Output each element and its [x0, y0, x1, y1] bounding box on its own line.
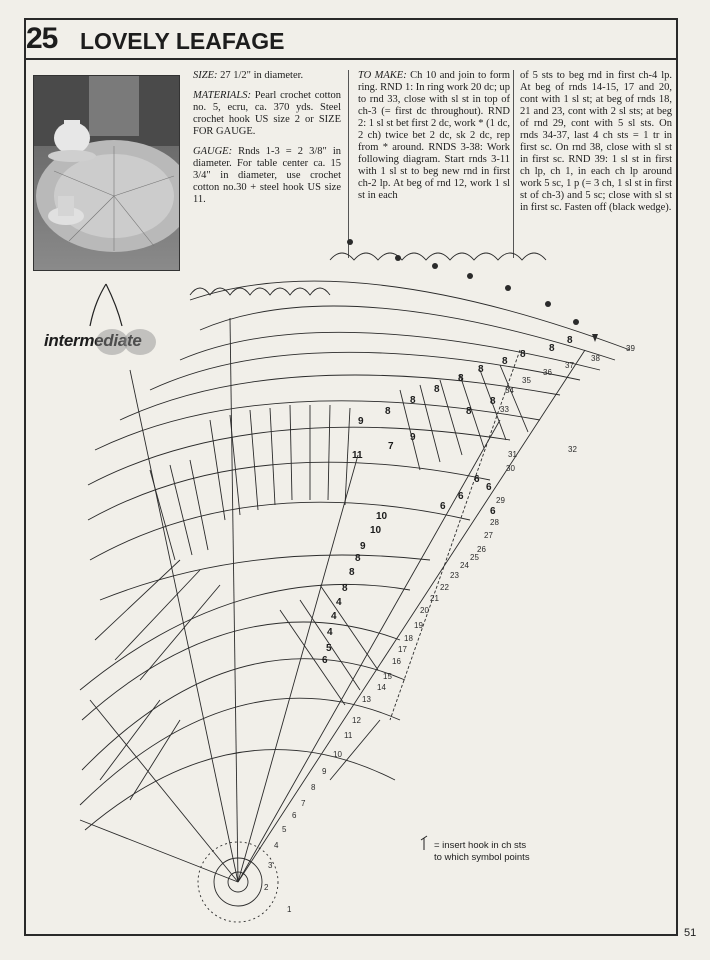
round-number: 26 [477, 545, 486, 554]
round-label: 8 [410, 395, 416, 406]
round-label: 8 [458, 373, 464, 384]
instructions-part2: of 5 sts to beg rnd in first ch-4 lp. At beg of rnds 14-15, 17 and 20, cont with 1 sl st; at beg of rnds 18, 21 and 23, cont with 2 sl sts; at beg of rnd 29, cont with 5 sl sts. On rnds 34-37, last 4 ch sts = 1 tr in first sc. On rnd 38, close with sl st in first sc. RND 39: 1 sl st in first ch lp, ch 1, in each ch lp around work 5 sc, 1 p (= 3 ch, 1 sl st in first st of ch-3) and 5 sc; close with sl st in first sc. Fasten off (black wedge). [520, 70, 672, 213]
round-label: 9 [410, 432, 416, 443]
round-label: 8 [520, 349, 526, 360]
round-label: 9 [360, 541, 366, 552]
round-number: 31 [508, 450, 517, 459]
round-number: 17 [398, 645, 407, 654]
round-label: 9 [358, 416, 364, 427]
instructions-part1: Ch 10 and join to form ring. RND 1: In ring work 20 dc; up to rnd 33, close with sl st in top of ch-3 (= first dc throughout). RND 2: 1 sl st bet first 2 dc, work * (1 dc, 2 ch) twice bet 2 dc, sk 2 dc, rep from * around. RNDS 3-38: Work following diagram. Start rnds 3-11 with 1 sl st to beg new rnd in first ch-2 lp. At beg of rnd 12, work 1 sl st in each [358, 70, 511, 201]
round-number: 19 [414, 621, 423, 630]
round-label: 6 [486, 482, 492, 493]
round-label: 10 [376, 511, 388, 522]
round-number: 2 [264, 883, 269, 892]
round-number: 35 [522, 376, 531, 385]
round-number: 22 [440, 583, 449, 592]
round-number: 11 [344, 731, 353, 740]
pattern-number: 25 [26, 22, 58, 55]
round-number: 24 [460, 561, 469, 570]
round-label: 8 [549, 343, 555, 354]
round-label: 10 [370, 525, 382, 536]
round-number: 15 [383, 672, 392, 681]
round-label: 8 [385, 406, 391, 417]
round-label: 8 [466, 406, 472, 417]
round-label: 6 [474, 474, 480, 485]
round-number: 20 [420, 606, 429, 615]
round-label: 4 [331, 611, 337, 622]
round-number: 1 [287, 905, 292, 914]
round-number: 34 [505, 386, 514, 395]
round-label: 8 [478, 364, 484, 375]
materials-text: Pearl crochet cotton no. 5, ecru, ca. 370 yds. Steel crochet hook US size 2 or SIZE FOR GAUGE. [193, 90, 341, 137]
round-number: 3 [268, 861, 273, 870]
round-number: 10 [333, 750, 342, 759]
to-make-label: TO MAKE: [358, 70, 407, 81]
round-label: 11 [352, 450, 363, 461]
round-number: 33 [500, 405, 509, 414]
round-number: 37 [565, 361, 574, 370]
round-number: 25 [470, 553, 479, 562]
difficulty-label: intermediate [44, 331, 142, 350]
round-label: 6 [322, 655, 328, 666]
round-number: 29 [496, 496, 505, 505]
round-label: 8 [502, 356, 508, 367]
round-label: 4 [327, 627, 333, 638]
size-label: SIZE: [193, 70, 218, 81]
round-label: 5 [326, 643, 332, 654]
pattern-title: LOVELY LEAFAGE [80, 28, 285, 54]
round-label: 4 [336, 597, 342, 608]
round-number: 36 [543, 368, 552, 377]
legend-line2: to which symbol points [434, 852, 530, 863]
round-number: 16 [392, 657, 401, 666]
round-number: 27 [484, 531, 493, 540]
legend [434, 840, 530, 864]
round-number: 28 [490, 518, 499, 527]
round-number: 21 [430, 594, 439, 603]
round-label: 6 [490, 506, 496, 517]
legend-line1: = insert hook in ch sts [434, 840, 527, 851]
round-number: 7 [301, 799, 306, 808]
round-number: 30 [506, 464, 515, 473]
round-label: 8 [567, 335, 573, 346]
page-number: 51 [684, 927, 697, 939]
round-label: 7 [388, 441, 394, 452]
round-number: 39 [626, 344, 635, 353]
round-number: 32 [568, 445, 577, 454]
round-number: 9 [322, 767, 327, 776]
round-number: 18 [404, 634, 413, 643]
round-number: 14 [377, 683, 386, 692]
round-label: 8 [490, 396, 496, 407]
round-number: 6 [292, 811, 297, 820]
round-number: 13 [362, 695, 371, 704]
size-text: 27 1/2" in diameter. [220, 70, 304, 81]
round-number: 23 [450, 571, 459, 580]
round-number: 12 [352, 716, 361, 725]
round-number: 4 [274, 841, 279, 850]
insert-hook-symbol-icon [421, 836, 427, 850]
round-number: 8 [311, 783, 316, 792]
round-label: 6 [458, 491, 464, 502]
round-label: 8 [355, 553, 361, 564]
materials-label: MATERIALS: [193, 90, 251, 101]
round-label: 8 [342, 583, 348, 594]
round-number: 38 [591, 354, 600, 363]
round-label: 8 [349, 567, 355, 578]
gauge-label: GAUGE: [193, 146, 233, 157]
round-label: 6 [440, 501, 446, 512]
round-label: 8 [434, 384, 440, 395]
round-number: 5 [282, 825, 287, 834]
gauge-text: Rnds 1-3 = 2 3/8" in diameter. For table center ca. 15 3/4" in diameter, use crochet cotton no.30 + steel hook US size 11. [193, 146, 341, 205]
